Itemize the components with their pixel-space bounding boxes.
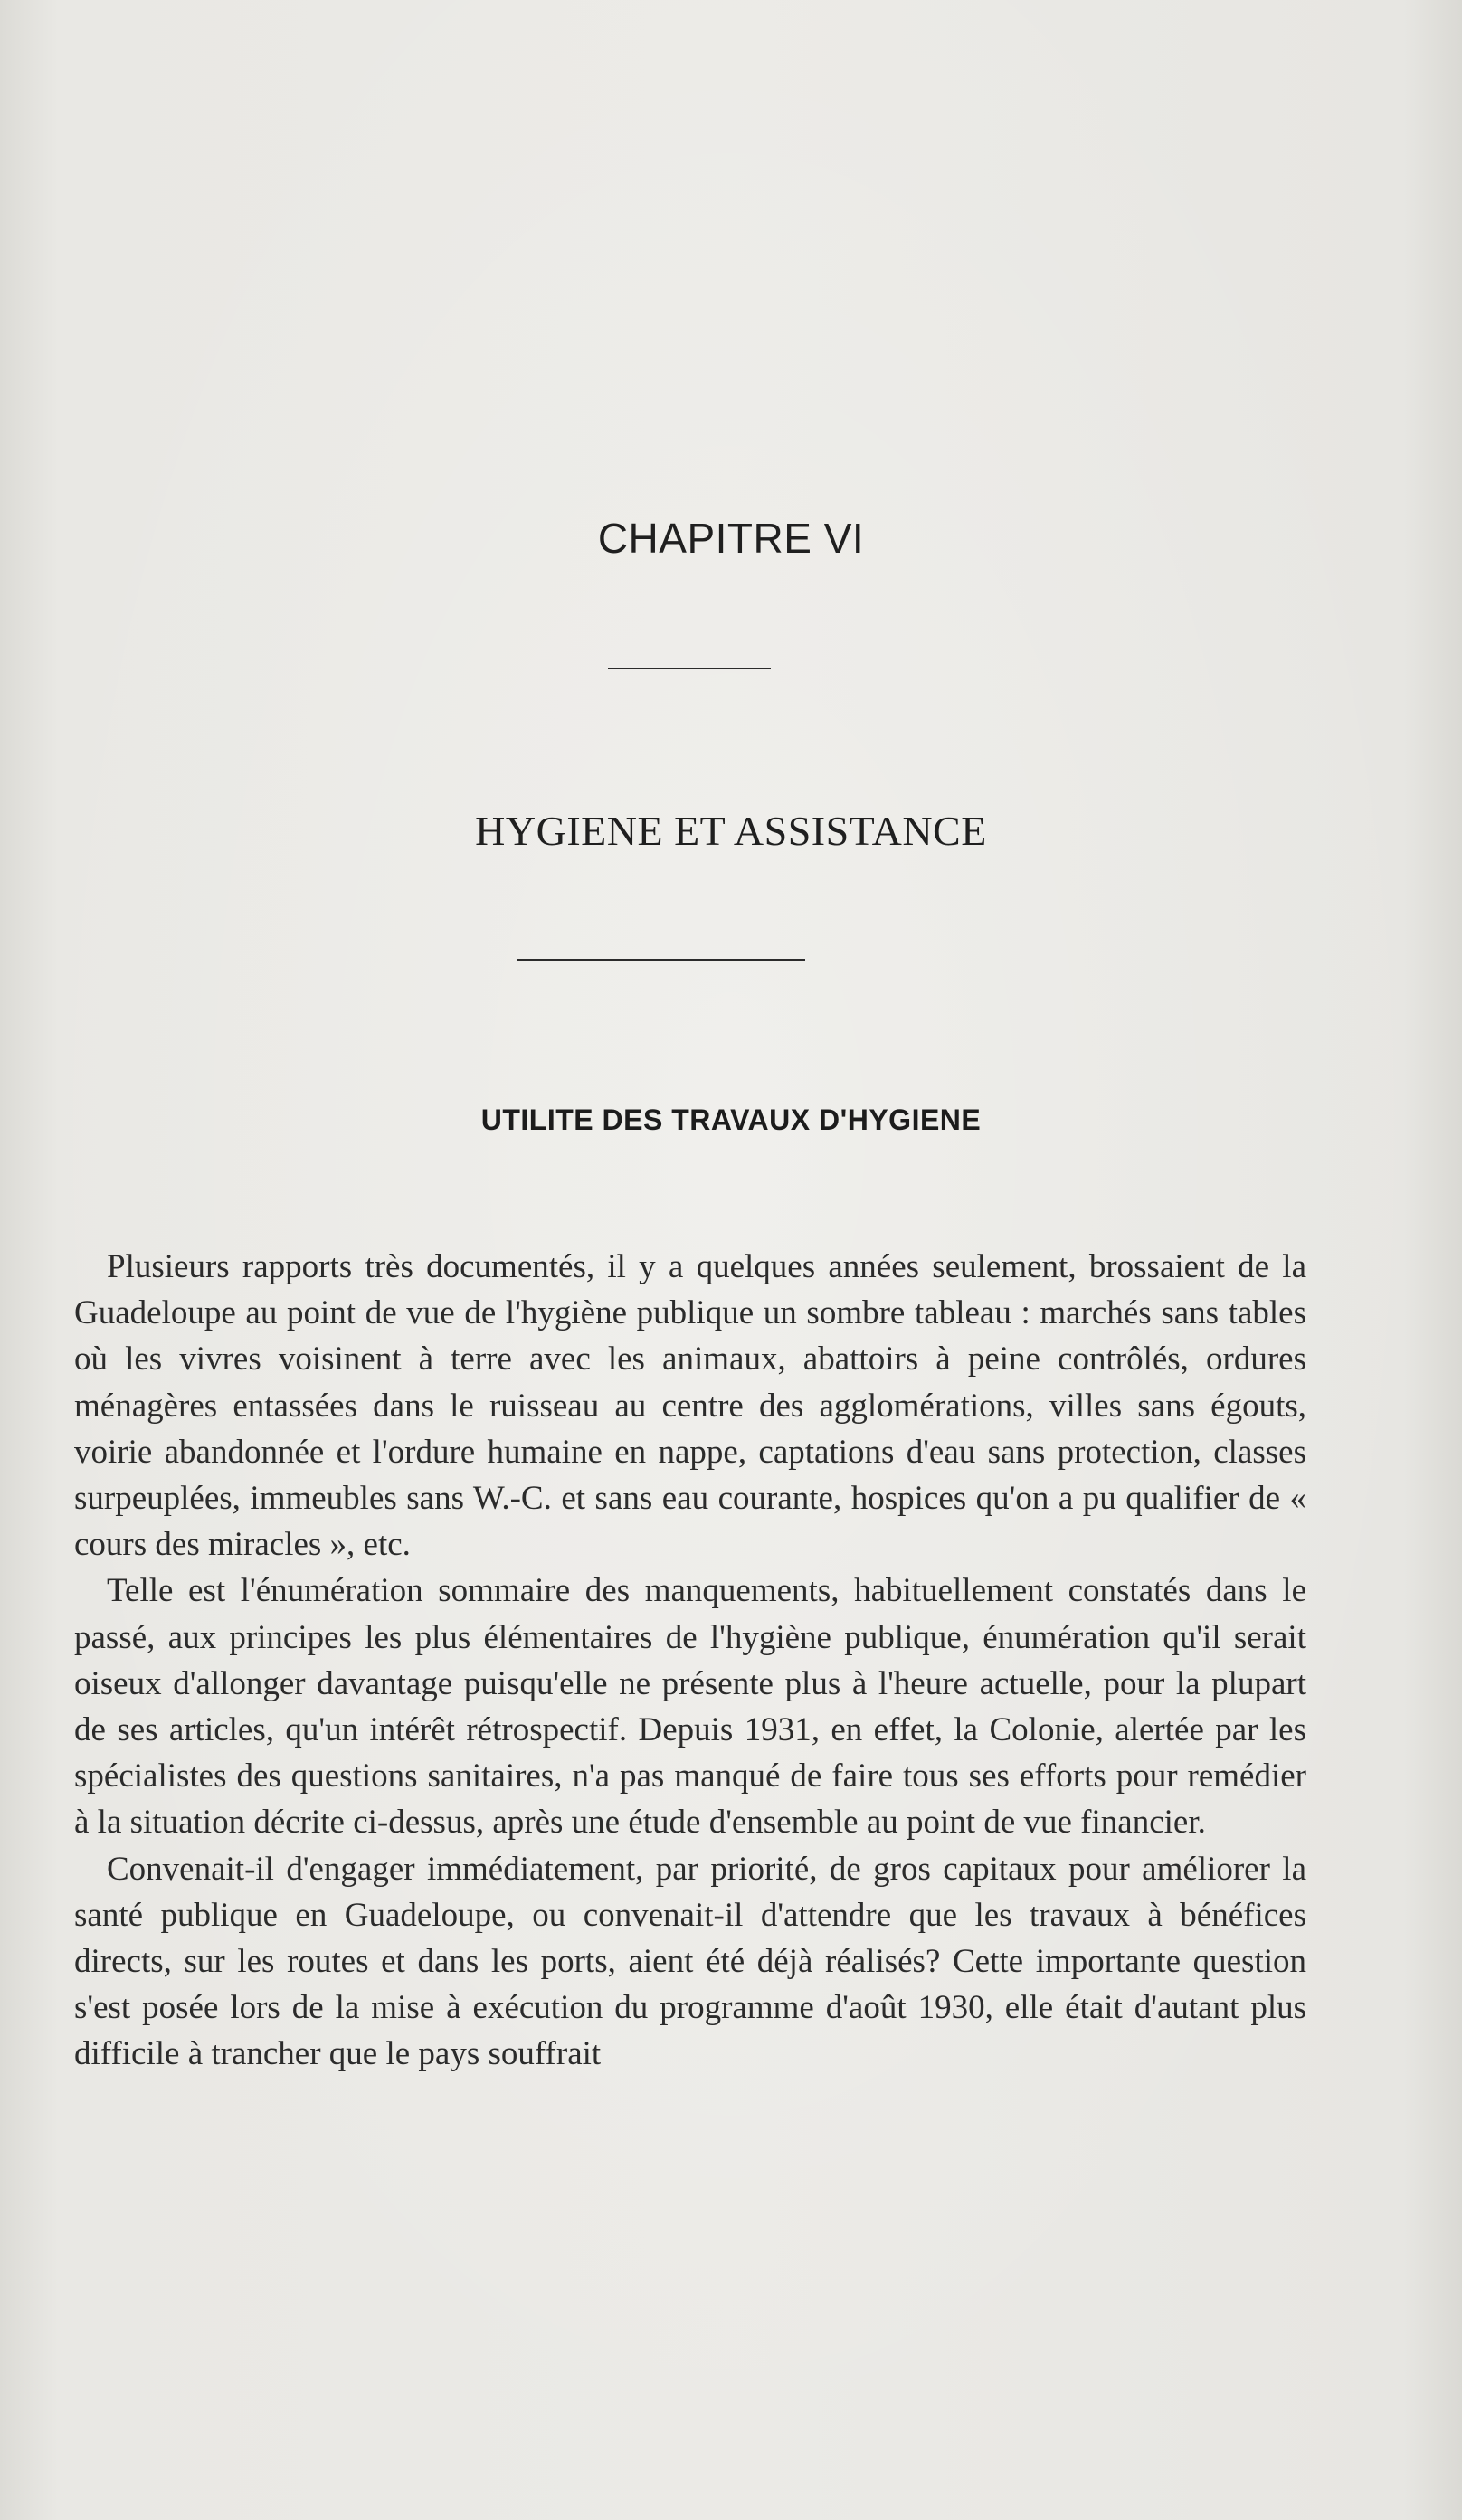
section-title: HYGIENE ET ASSISTANCE bbox=[475, 808, 987, 854]
subsection-title: UTILITE DES TRAVAUX D'HYGIENE bbox=[480, 1104, 982, 1136]
body-text bbox=[74, 1244, 1306, 2078]
chapter-title: CHAPITRE VI bbox=[597, 515, 865, 562]
paragraph-2: Telle est l'énumération sommaire des manquements, habituellement constatés dans le passé, aux principes les plus élémentaires de l'hygiène publique, énumération qu'il serait oiseux d'allonger davantage puisqu'elle ne présente plus à l'heure actuelle, pour la plupart de ses articles, qu'un intérêt rétrospectif. Depuis 1931, en effet, la Colonie, alertée par les spécialistes des questions sanitaires, n'a pas manqué de faire tous ses efforts pour remédier à la situation décrite ci-dessus, après une étude d'ensemble au point de vue financier. bbox=[74, 1572, 1306, 1842]
chapter-divider bbox=[608, 668, 771, 669]
paragraph-1: Plusieurs rapports très documentés, il y a quelques années seulement, brossaient de la Guadeloupe au point de vue de l'hygiène publique un sombre tableau : marchés sans tables où les vivres voisinent à terre avec les animaux, abattoirs à peine contrôlés, ordures ménagères entassées dans le ruisseau au centre des agglomérations, villes sans égouts, voirie abandonnée et l'ordure humaine en nappe, captations d'eau sans protection, classes surpeuplées, immeubles sans W.-C. et sans eau courante, hospices qu'on a pu qualifier de « cours des miracles », etc. bbox=[74, 1248, 1306, 1564]
section-divider bbox=[517, 959, 805, 961]
paragraph-3: Convenait-il d'engager immédiatement, par priorité, de gros capitaux pour améliorer la santé publique en Guadeloupe, ou convenait-il d'attendre que les travaux à bénéfices directs, sur les routes et dans les ports, aient été déjà réalisés? Cette importante question s'est posée lors de la mise à exécution du programme d'août 1930, elle était d'autant plus difficile à trancher que le pays souffrait bbox=[74, 1850, 1306, 2073]
